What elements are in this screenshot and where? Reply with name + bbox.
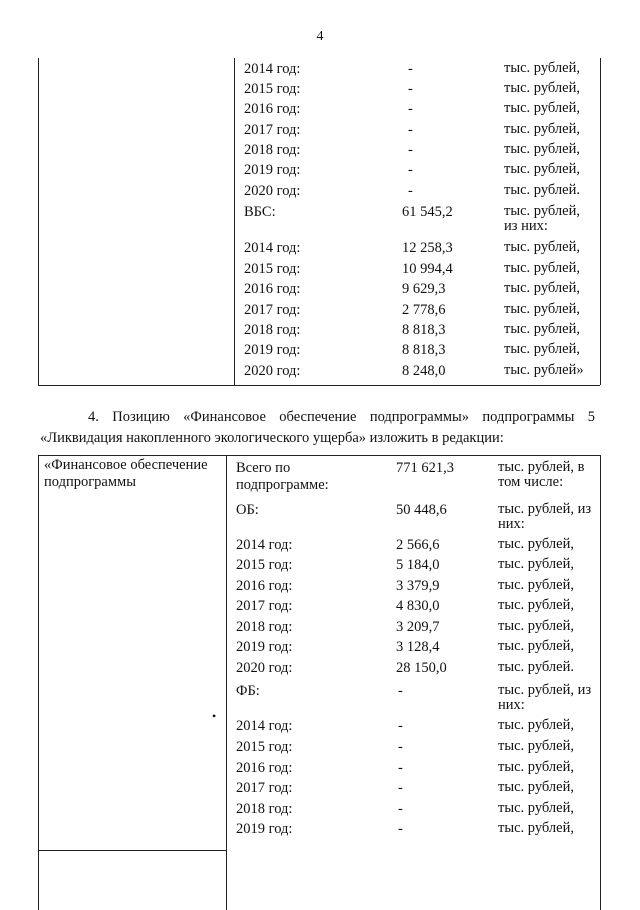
table-row bbox=[38, 363, 600, 383]
table-row bbox=[38, 183, 600, 203]
amount-value: 5 184,0 bbox=[396, 557, 440, 573]
period-label: 2018 год: bbox=[236, 619, 293, 635]
table-row bbox=[38, 537, 600, 557]
table-row bbox=[38, 578, 600, 598]
table-row bbox=[38, 142, 600, 162]
table-row bbox=[38, 162, 600, 182]
period-label: 2014 год: bbox=[244, 61, 301, 77]
table-row bbox=[38, 501, 600, 532]
period-label: 2017 год: bbox=[236, 780, 293, 796]
unit-label: тыс. рублей, bbox=[504, 141, 580, 157]
period-label: 2020 год: bbox=[236, 660, 293, 676]
amount-value: 8 818,3 bbox=[402, 322, 446, 338]
amount-value: 10 994,4 bbox=[402, 261, 453, 277]
table-row bbox=[38, 342, 600, 362]
period-label: 2015 год: bbox=[244, 81, 301, 97]
amount-value: 3 379,9 bbox=[396, 578, 440, 594]
period-label: 2014 год: bbox=[236, 537, 293, 553]
page-number: 4 bbox=[316, 29, 324, 44]
table-row bbox=[38, 81, 600, 101]
period-label: 2019 год: bbox=[236, 639, 293, 655]
period-label: 2017 год: bbox=[236, 598, 293, 614]
amount-value: 50 448,6 bbox=[396, 502, 447, 518]
amount-value: - bbox=[398, 780, 403, 796]
unit-label: тыс. рублей, bbox=[498, 638, 574, 654]
table-row bbox=[38, 203, 600, 234]
unit-label: тыс. рублей. bbox=[498, 659, 574, 675]
amount-value: - bbox=[398, 739, 403, 755]
period-label: ФБ: bbox=[236, 683, 260, 699]
amount-value: - bbox=[408, 81, 413, 97]
funding-section-label: «Финансовое обеспечение подпрограммы bbox=[44, 457, 208, 490]
table-row bbox=[38, 261, 600, 281]
amount-value: 12 258,3 bbox=[402, 240, 453, 256]
amount-value: 771 621,3 bbox=[396, 460, 454, 476]
amount-value: 3 209,7 bbox=[396, 619, 440, 635]
period-label: 2015 год: bbox=[236, 739, 293, 755]
period-label: 2018 год: bbox=[236, 801, 293, 817]
table-row bbox=[38, 322, 600, 342]
table-row bbox=[38, 760, 600, 780]
amount-value: - bbox=[398, 760, 403, 776]
amount-value: - bbox=[408, 101, 413, 117]
unit-label: тыс. рублей, bbox=[504, 301, 580, 317]
unit-label: тыс. рублей, bbox=[498, 800, 574, 816]
amount-value: 8 818,3 bbox=[402, 342, 446, 358]
period-label: 2016 год: bbox=[236, 760, 293, 776]
table-row bbox=[38, 240, 600, 260]
unit-label: тыс. рублей, bbox=[504, 80, 580, 96]
unit-label: тыс. рублей, bbox=[504, 341, 580, 357]
period-label: 2020 год: bbox=[244, 363, 301, 379]
table-row bbox=[38, 660, 600, 680]
table-border-right bbox=[600, 58, 601, 385]
amount-value: - bbox=[408, 61, 413, 77]
stray-mark: • bbox=[212, 709, 217, 723]
funding-table-continuation bbox=[38, 58, 600, 385]
period-label: 2020 год: bbox=[244, 183, 301, 199]
unit-label: тыс. рублей, bbox=[504, 280, 580, 296]
unit-label: тыс. рублей, bbox=[498, 618, 574, 634]
table-row bbox=[38, 459, 600, 493]
unit-label: тыс. рублей, bbox=[504, 321, 580, 337]
amount-value: 28 150,0 bbox=[396, 660, 447, 676]
table-row bbox=[38, 718, 600, 738]
unit-label: тыс. рублей, bbox=[498, 536, 574, 552]
amount-value: 8 248,0 bbox=[402, 363, 446, 379]
left-cell-bottom-border bbox=[38, 850, 226, 851]
unit-label: тыс. рублей» bbox=[504, 362, 584, 378]
table-row bbox=[38, 557, 600, 577]
unit-label: тыс. рублей, bbox=[498, 779, 574, 795]
period-label: 2014 год: bbox=[236, 718, 293, 734]
amount-value: 9 629,3 bbox=[402, 281, 446, 297]
amount-value: 61 545,2 bbox=[402, 204, 453, 220]
table-border-top bbox=[38, 455, 600, 456]
subprogram-funding-table bbox=[38, 455, 600, 905]
period-label: 2018 год: bbox=[244, 322, 301, 338]
period-label: 2019 год: bbox=[236, 821, 293, 837]
table-border-right bbox=[600, 455, 601, 910]
unit-label: тыс. рублей, bbox=[504, 239, 580, 255]
period-label: 2017 год: bbox=[244, 302, 301, 318]
amount-value: - bbox=[408, 162, 413, 178]
unit-label: тыс. рублей, bbox=[498, 738, 574, 754]
period-label: 2015 год: bbox=[244, 261, 301, 277]
amendment-paragraph bbox=[40, 407, 595, 449]
unit-label: тыс. рублей, bbox=[498, 759, 574, 775]
unit-label: тыс. рублей, из них: bbox=[504, 203, 580, 234]
unit-label: тыс. рублей, bbox=[498, 820, 574, 836]
period-label: 2019 год: bbox=[244, 342, 301, 358]
unit-label: тыс. рублей, bbox=[498, 597, 574, 613]
unit-label: тыс. рублей, из них: bbox=[498, 682, 592, 713]
period-label: 2016 год: bbox=[244, 101, 301, 117]
table-row bbox=[38, 780, 600, 800]
table-row bbox=[38, 739, 600, 759]
amount-value: - bbox=[398, 821, 403, 837]
amount-value: - bbox=[408, 142, 413, 158]
period-label: ОБ: bbox=[236, 502, 259, 518]
unit-label: тыс. рублей, bbox=[504, 100, 580, 116]
amount-value: - bbox=[408, 122, 413, 138]
unit-label: тыс. рублей, из них: bbox=[498, 501, 592, 532]
period-label: ВБС: bbox=[244, 204, 276, 220]
unit-label: тыс. рублей, bbox=[498, 717, 574, 733]
unit-label: тыс. рублей, bbox=[498, 577, 574, 593]
period-label: 2015 год: bbox=[236, 557, 293, 573]
period-label: 2014 год: bbox=[244, 240, 301, 256]
table-row bbox=[38, 101, 600, 121]
period-label: 2019 год: bbox=[244, 162, 301, 178]
table-row bbox=[38, 682, 600, 713]
unit-label: тыс. рублей, bbox=[504, 161, 580, 177]
amount-value: 2 566,6 bbox=[396, 537, 440, 553]
period-label: 2016 год: bbox=[244, 281, 301, 297]
table-row bbox=[38, 821, 600, 841]
amount-value: - bbox=[398, 718, 403, 734]
table-row bbox=[38, 61, 600, 81]
unit-label: тыс. рублей, bbox=[504, 60, 580, 76]
period-label: Всего по подпрограмме: bbox=[236, 460, 329, 493]
table-row bbox=[38, 302, 600, 322]
unit-label: тыс. рублей, bbox=[504, 260, 580, 276]
unit-label: тыс. рублей, bbox=[504, 121, 580, 137]
table-row bbox=[38, 598, 600, 618]
table-row bbox=[38, 619, 600, 639]
table-row bbox=[38, 801, 600, 821]
amount-value: 2 778,6 bbox=[402, 302, 446, 318]
table-row bbox=[38, 639, 600, 659]
amount-value: 3 128,4 bbox=[396, 639, 440, 655]
amount-value: - bbox=[398, 683, 403, 699]
unit-label: тыс. рублей, bbox=[498, 556, 574, 572]
period-label: 2018 год: bbox=[244, 142, 301, 158]
table-row bbox=[38, 122, 600, 142]
period-label: 2016 год: bbox=[236, 578, 293, 594]
amount-value: - bbox=[398, 801, 403, 817]
paragraph-text: Позицию «Финансовое обеспечение подпрограммы» подпрограммы 5 «Ликвидация накопленного экологического ущерба» изложить в редакции: bbox=[40, 409, 595, 446]
table-border-bottom bbox=[38, 385, 600, 386]
paragraph-number: 4. bbox=[88, 409, 99, 425]
table-row bbox=[38, 281, 600, 301]
unit-label: тыс. рублей. bbox=[504, 182, 580, 198]
unit-label: тыс. рублей, в том числе: bbox=[498, 459, 585, 490]
amount-value: - bbox=[408, 183, 413, 199]
period-label: 2017 год: bbox=[244, 122, 301, 138]
amount-value: 4 830,0 bbox=[396, 598, 440, 614]
